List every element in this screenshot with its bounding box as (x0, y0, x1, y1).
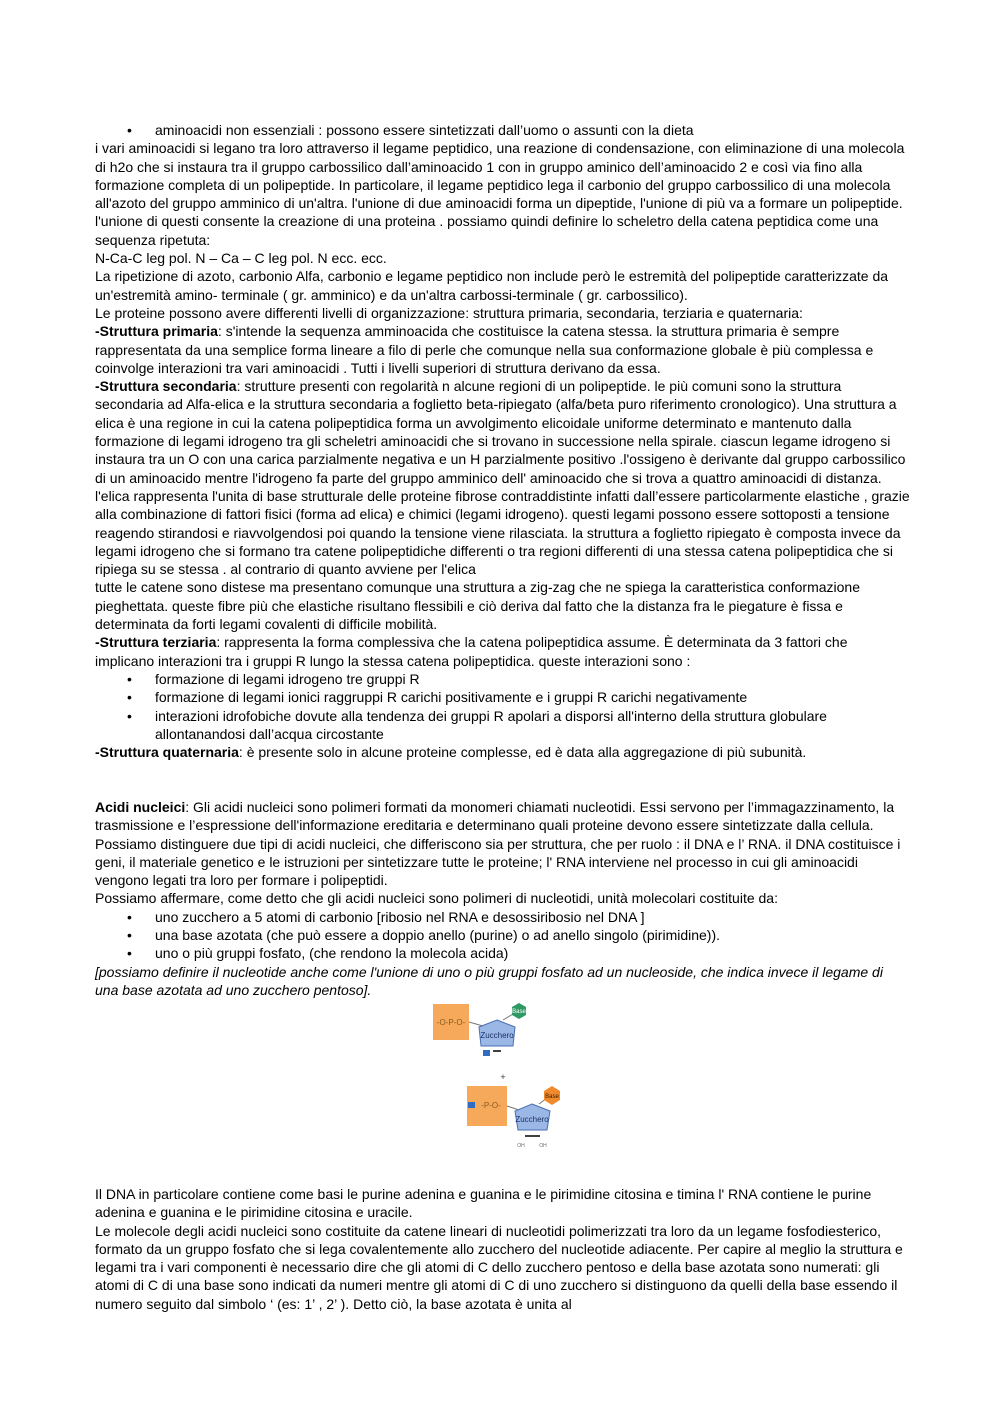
bullet-list-terziaria (95, 670, 910, 743)
heading-struttura-quaternaria: -Struttura quaternaria (95, 744, 239, 761)
list-item: • formazione di legami ionici raggruppi R carichi positivamente e i gruppi R carichi negativamente (95, 688, 910, 706)
paragraph-catene: tutte le catene sono distese ma presentano comunque una struttura a zig-zag che ne spiega la caratteristica conformazione pieghettata. queste fibre più che elastiche risultano flessibili e ciò deriva dal fatto che la distanza fra le piegature è fissa e determinata da forti legami covalenti di difficile mobilità. (95, 579, 861, 633)
heading-struttura-secondaria: -Struttura secondaria (95, 378, 237, 395)
list-item: • formazione di legami idrogeno tre gruppi R (95, 670, 910, 688)
paragraph-molecole: Le molecole degli acidi nucleici sono costituite da catene lineari di nucleotidi polimerizzati tra loro da un legame fosfodiesterico, formato da un gruppo fosfato che si lega covalentemente allo zucchero del nucleotide adiacente. Per capire al meglio la struttura e legami tra i vari componenti è necessario dire che gli atomi di C dello zucchero pentoso e della base azotata sono numerati: gli atomi di C di una base sono indicati da numeri mentre gli atomi di C di uno zucchero si distinguono da quelli della base essendo il numero seguito dal simbolo ‘ (es: 1’ , 2’ ). Detto ciò, la base azotata è unita al (95, 1222, 903, 1312)
list-item: • uno o più gruppi fosfato, (che rendono la molecola acida) (95, 944, 910, 962)
phosphate-formula-bottom: -P-O- (481, 1101, 501, 1110)
heading-acidi-nucleici: Acidi nucleici (95, 799, 186, 815)
text-acidi-nucleici: : Gli acidi nucleici sono polimeri formati da monomeri chiamati nucleotidi. Essi servono per l’immagazzinamento, la trasmissione e l’espressione dell'informazione ereditaria e determinano quali proteine devono essere sintetizzate dalla cellula. Possiamo distinguere due tipi di acidi nucleici, che differiscono sia per struttura, che per ruolo : il DNA e l’ RNA. il DNA costituisce i geni, il materiale genetico e le istruzioni per sintetizzare tutte le proteine; l' RNA interviene nel processo in cui gli aminoacidi vengono legati tra loro per formare i polipeptidi. (95, 799, 901, 889)
nucleotide-diagram (425, 1000, 570, 1150)
paragraph-ripetizione: La ripetizione di azoto, carbonio Alfa, carbonio e legame peptidico non include però le estremità del polipeptide caratterizzate da un'estremità amino- terminale ( gr. amminico) e da un'altra carbossi-terminale ( gr. carbossilico). (95, 268, 889, 303)
list-item: • una base azotata (che può essere a doppio anello (purine) o ad anello singolo (pirimidine)). (95, 926, 910, 944)
ion-square-bottom (468, 1102, 475, 1108)
oh-label-right: OH (539, 1143, 547, 1149)
paragraph-struttura-primaria (95, 322, 910, 377)
paragraph-struttura-terziaria (95, 633, 910, 670)
bullet-list-nucleotide (95, 908, 910, 963)
bullet-list-aminoacidi (95, 121, 910, 139)
phosphate-bond-bottom (507, 1106, 519, 1110)
base-label-bottom: Base (545, 1094, 559, 1100)
paragraph-legame-peptidico: i vari aminoacidi si legano tra loro attraverso il legame peptidico, una reazione di condensazione, con eliminazione di una molecola di h2o che si instaura tra il gruppo carbossilico dall’aminoacido 1 con in gruppo aminico dell’aminoacido 2 e così via fino alla formazione completa di un polipeptide. In particolare, il legame peptidico lega il carbonio del gruppo carbossilico di una molecola all'azoto del gruppo amminico di un'altra. l'unione di due aminoacidi forma un dipeptide, l'unione di più va a formare un polipeptide. l'unione di questi consente la creazione di una proteina . possiamo quindi definire lo scheletro della catena peptidica come una sequenza ripetuta: (95, 140, 905, 248)
paragraph-livelli: Le proteine possono avere differenti livelli di organizzazione: struttura primaria, secondaria, terziaria e quaternaria: (95, 304, 803, 321)
base-label-top: Base (512, 1009, 526, 1015)
sugar-label-top: Zucchero (480, 1031, 514, 1040)
phosphate-bond-top (469, 1022, 483, 1026)
paragraph-struttura-secondaria (95, 377, 910, 578)
list-item: • interazioni idrofobiche dovute alla tendenza dei gruppi R apolari a disporsi all'interno della struttura globulare allontanandosi dall’acqua circostante (95, 707, 910, 744)
text-block-acidi-nucleici (95, 798, 910, 999)
paragraph-struttura-quaternaria (95, 743, 910, 761)
paragraph-acidi-nucleici (95, 798, 910, 889)
text-struttura-primaria: : s'intende la sequenza amminoacida che costituisce la catena stessa. la struttura primaria è sempre rappresentata da una semplice forma lineare a filo di perle che comunque nella sua conformazione globale è più complessa e coinvolge interazioni tra vari aminoacidi . Tutti i livelli superiori di struttura derivano da essa. (95, 323, 874, 376)
text-block-dna-rna (95, 1185, 910, 1313)
paragraph-affermare: Possiamo affermare, come detto che gli acidi nucleici sono polimeri di nucleotidi, unità molecolari costituite da: (95, 890, 778, 907)
text-block-proteins (95, 121, 910, 761)
text-struttura-secondaria: : strutture presenti con regolarità n alcune regioni di un polipeptide. le più comuni sono la struttura secondaria ad Alfa-elica e la struttura secondaria a foglietto beta-ripiegato (alfa/beta puro riferimento cronologico). Una struttura a elica è una regione in cui la catena polipeptidica forma un avvolgimento elicoidale uniforme determinato e mantenuto dalla formazione di legami idrogeno tra gli scheletri aminoacidi che si trovano in successione nella spirale. ciascun legame idrogeno si instaura tra un O con una carica parzialmente negativa e un H parzialmente positivo .l'ossigeno è derivante dal gruppo carbossilico di un aminoacido mentre l'idrogeno fa parte del gruppo amminico dell' aminoacido che si trova a quattro aminoacidi di distanza. l'elica rappresenta l'unita di base strutturale delle proteine fibrose contraddistinte infatti dall’essere particolarmente elastiche , grazie alla combinazione di fattori fisici (forma ad elica) e chimici (legami idrogeno). questi legami possono essere sottoposti a tensione reagendo stirandosi e riavvolgendosi poi quando la tensione viene rilasciata. la struttura a foglietto ripiegato è composta invece da legami idrogeno che si formano tra catene polipeptidiche differenti o tra regioni differenti di una stessa catena polipeptidica che si ripiega su se stessa . al contrario di quanto avviene per l'elica (95, 378, 910, 578)
sugar-label-bottom: Zucchero (515, 1115, 549, 1124)
paragraph-dna-basi: Il DNA in particolare contiene come basi le purine adenina e guanina e le pirimidine citosina e timina l' RNA contiene le purine adenina e guanina e le pirimidine citosina e uracile. (95, 1186, 872, 1221)
oh-label-left: OH (517, 1143, 525, 1149)
paragraph-sequenza: N-Ca-C leg pol. N – Ca – C leg pol. N ecc. ecc. (95, 250, 387, 267)
text-struttura-quaternaria: : è presente solo in alcune proteine complesse, ed è data alla aggregazione di più subunità. (238, 744, 807, 761)
heading-struttura-primaria: -Struttura primaria (95, 323, 218, 340)
phosphate-formula-top: -O-P-O- (436, 1018, 466, 1027)
ion-square-top (483, 1050, 490, 1056)
plus-sign: + (500, 1072, 506, 1082)
list-item: • aminoacidi non essenziali : possono essere sintetizzati dall’uomo o assunti con la dieta (95, 121, 910, 139)
text-struttura-terziaria: : rappresenta la forma complessiva che la catena polipeptidica assume. È determinata da 3 fattori che implicano interazioni tra i gruppi R lungo la stessa catena polipeptidica. queste interazioni sono : (95, 634, 848, 669)
heading-struttura-terziaria: -Struttura terziaria (95, 634, 217, 651)
paragraph-nucleoside-note: [possiamo definire il nucleotide anche come l'unione di uno o più gruppi fosfato ad un nucleoside, che indica invece il legame di una base azotata ad uno zucchero pentoso]. (95, 963, 883, 998)
list-item: • uno zucchero a 5 atomi di carbonio [ribosio nel RNA e desossiribosio nel DNA ] (95, 908, 910, 926)
